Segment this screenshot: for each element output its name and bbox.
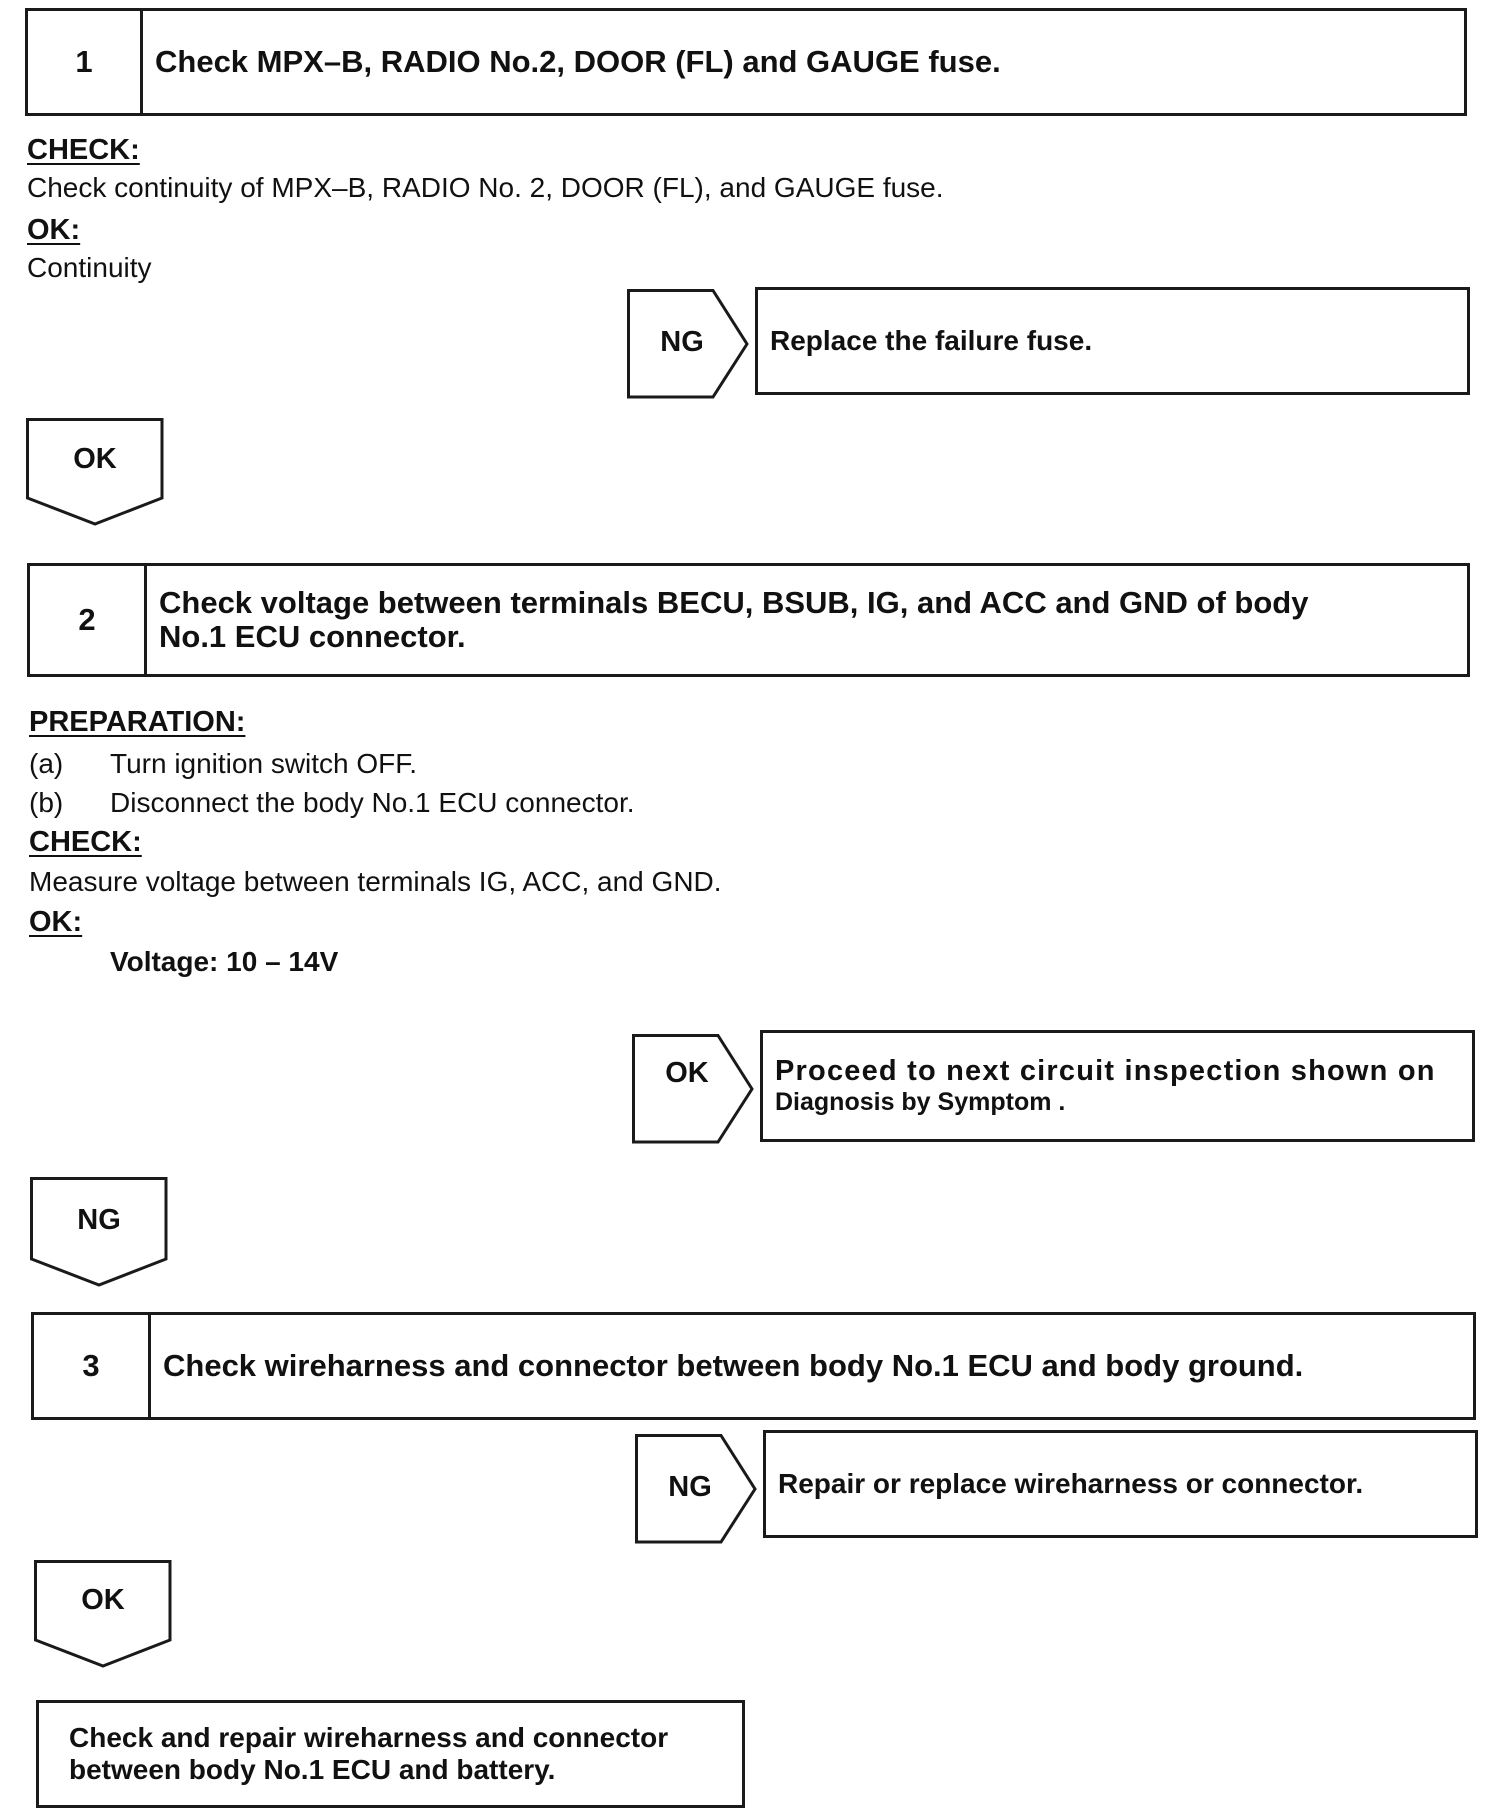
step-1-ok-arrow-label: OK (73, 443, 117, 475)
step-2-ok-label: OK: (29, 906, 83, 938)
step-2-ng-arrow-label: NG (77, 1204, 121, 1236)
step-2-title-line2: No.1 ECU connector. (159, 619, 466, 654)
step-3-header (31, 1312, 1476, 1420)
step-2-ok-arrow-label: OK (665, 1057, 709, 1089)
step-1-ok-text: Continuity (27, 252, 152, 283)
final-action-line1: Check and repair wireharness and connector (69, 1722, 669, 1753)
step-2-title (147, 566, 1308, 674)
step-1-header (25, 8, 1467, 116)
step-1-ng-result: Replace the failure fuse. (755, 287, 1470, 395)
step-1-ng-arrow-label: NG (660, 326, 704, 358)
step-2-ok-result-line1: Proceed to next circuit inspection shown on (775, 1055, 1436, 1087)
step-2-number: 2 (30, 566, 147, 674)
step-3-title: Check wireharness and connector between body No.1 ECU and body ground. (163, 1348, 1304, 1383)
step-1-ok-label: OK: (27, 214, 81, 246)
final-action-box (36, 1700, 745, 1808)
step-2-title-line1: Check voltage between terminals BECU, BSUB, IG, and ACC and GND of body (159, 585, 1309, 620)
step-1-check-label: CHECK: (27, 134, 140, 166)
step-3-number: 3 (34, 1315, 151, 1417)
step-3-ok-arrow-label: OK (81, 1584, 125, 1616)
step-1-check-text: Check continuity of MPX–B, RADIO No. 2, DOOR (FL), and GAUGE fuse. (27, 172, 944, 203)
step-2-ok-value: Voltage: 10 – 14V (110, 946, 339, 977)
step-3-ng-result: Repair or replace wireharness or connector. (763, 1430, 1478, 1538)
final-action-line2: between body No.1 ECU and battery. (69, 1754, 556, 1785)
step-2-prep-item-a-text: Turn ignition switch OFF. (110, 748, 418, 779)
step-2-header (27, 563, 1470, 677)
step-1-number: 1 (28, 11, 143, 113)
step-2-ok-result-line2: Diagnosis by Symptom . (775, 1088, 1066, 1116)
step-1-title: Check MPX–B, RADIO No.2, DOOR (FL) and GAUGE fuse. (155, 44, 1001, 79)
step-3-ng-arrow-label: NG (668, 1471, 712, 1503)
step-2-check-text: Measure voltage between terminals IG, ACC, and GND. (29, 866, 722, 897)
step-2-prep-item-a-marker: (a) (29, 748, 64, 779)
step-2-prep-item-b-text: Disconnect the body No.1 ECU connector. (110, 787, 635, 818)
step-2-prep-item-b-marker: (b) (29, 787, 64, 818)
step-2-check-label: CHECK: (29, 826, 142, 858)
step-2-ok-result (760, 1030, 1475, 1142)
step-2-prep-label: PREPARATION: (29, 706, 246, 738)
